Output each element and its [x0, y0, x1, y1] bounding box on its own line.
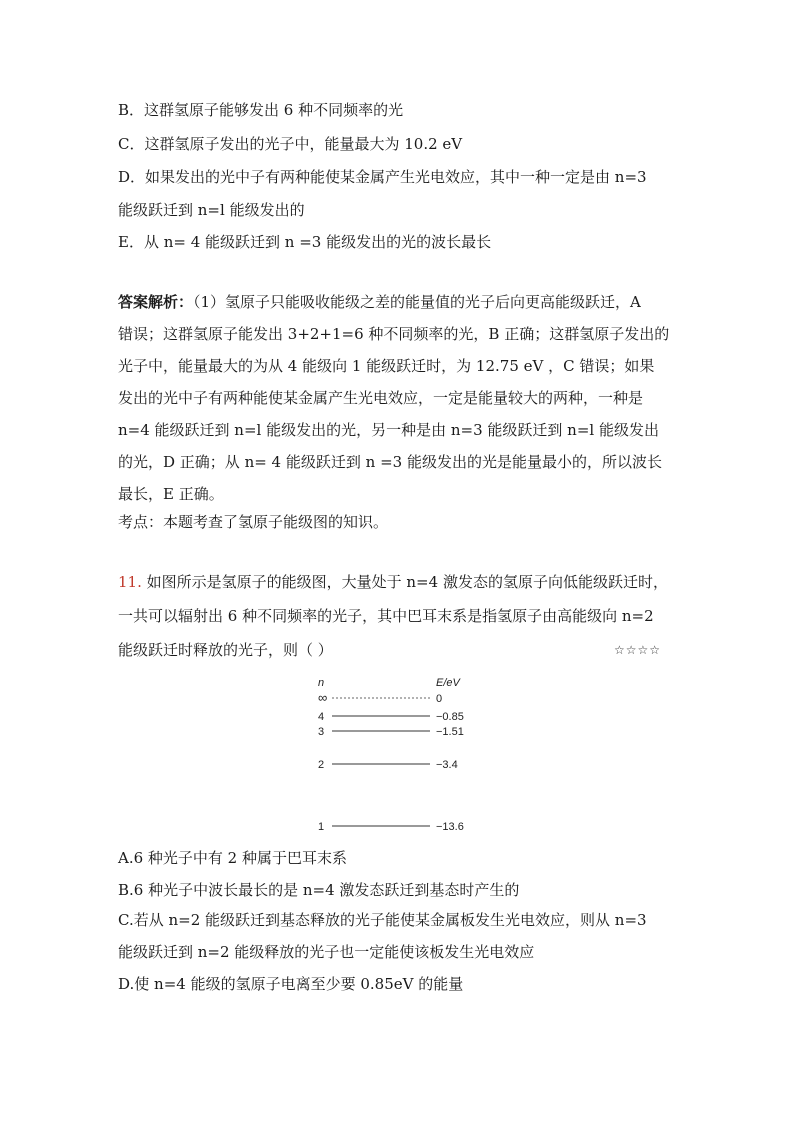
level-energy-label: −3.4 [436, 759, 458, 771]
option-c-line1: C.若从 n=2 能级跃迁到基态释放的光子能使某金属板发生光电效应，则从 n=3 [118, 911, 647, 929]
level-n-label: 2 [318, 759, 325, 771]
level-n-label: 1 [318, 821, 325, 833]
n-header: n [318, 677, 325, 689]
answer-line-1 [118, 292, 641, 312]
option-c-line2: 能级跃迁到 n=2 能级释放的光子也一定能使该板发生光电效应 [118, 943, 535, 961]
option-a: A.6 种光子中有 2 种属于巴耳末系 [118, 849, 347, 867]
energy-level-svg [310, 672, 500, 842]
difficulty-stars: ☆☆☆☆ [614, 643, 662, 657]
answer-line-6: 的光，D 正确；从 n= 4 能级跃迁到 n =3 能级发出的光是能量最小的，所以波长 [118, 453, 662, 471]
answer-line-2: 错误；这群氢原子能发出 3+2+1=6 种不同频率的光，B 正确；这群氢原子发出的 [118, 325, 670, 343]
energy-header: E/eV [436, 677, 460, 689]
option-d-prev-line2: 能级跃迁到 n=l 能级发出的 [118, 201, 305, 219]
kaodian-text: 考点：本题考查了氢原子能级图的知识。 [118, 513, 389, 531]
option-c-prev: C．这群氢原子发出的光子中，能量最大为 10.2 eV [118, 135, 463, 153]
question-line-3: 能级跃迁时释放的光子，则（ ） [118, 641, 333, 659]
question-line-1 [118, 572, 668, 592]
question-text-1: 如图所示是氢原子的能级图，大量处于 n=4 激发态的氢原子向低能级跃迁时， [141, 573, 668, 591]
answer-line-7: 最长，E 正确。 [118, 485, 224, 503]
question-line-2: 一共可以辐射出 6 种不同频率的光子，其中巴耳末系是指氢原子由高能级向 n=2 [118, 607, 654, 625]
option-d-prev-line1: D．如果发出的光中子有两种能使某金属产生光电效应，其中一种一定是由 n=3 [118, 168, 647, 186]
answer-text-1: （1）氢原子只能吸收能级之差的能量值的光子后向更高能级跃迁，A [193, 293, 641, 311]
answer-line-3: 光子中，能量最大的为从 4 能级向 1 能级跃迁时，为 12.75 eV ，C 错误；如果 [118, 357, 655, 375]
answer-line-4: 发出的光中子有两种能使某金属产生光电效应，一定是能量较大的两种，一种是 [118, 389, 644, 407]
energy-level-diagram [310, 672, 500, 842]
answer-line-5: n=4 能级跃迁到 n=l 能级发出的光，另一种是由 n=3 能级跃迁到 n=l 能级发出 [118, 421, 659, 439]
option-e-prev: E．从 n= 4 能级跃迁到 n =3 能级发出的光的波长最长 [118, 233, 492, 251]
option-b: B.6 种光子中波长最长的是 n=4 激发态跃迁到基态时产生的 [118, 881, 520, 899]
level-energy-label: −0.85 [436, 711, 464, 723]
answer-label: 答案解析： [118, 293, 194, 311]
level-energy-label: −13.6 [436, 821, 464, 833]
level-n-label: 4 [318, 711, 325, 723]
level-energy-label: 0 [436, 693, 443, 705]
level-n-label: ∞ [318, 690, 328, 705]
level-energy-label: −1.51 [436, 726, 464, 738]
option-d: D.使 n=4 能级的氢原子电离至少要 0.85eV 的能量 [118, 975, 464, 993]
option-b-prev: B．这群氢原子能够发出 6 种不同频率的光 [118, 101, 404, 119]
question-number: 11. [118, 573, 142, 591]
level-n-label: 3 [318, 726, 325, 738]
energy-levels [318, 690, 464, 833]
